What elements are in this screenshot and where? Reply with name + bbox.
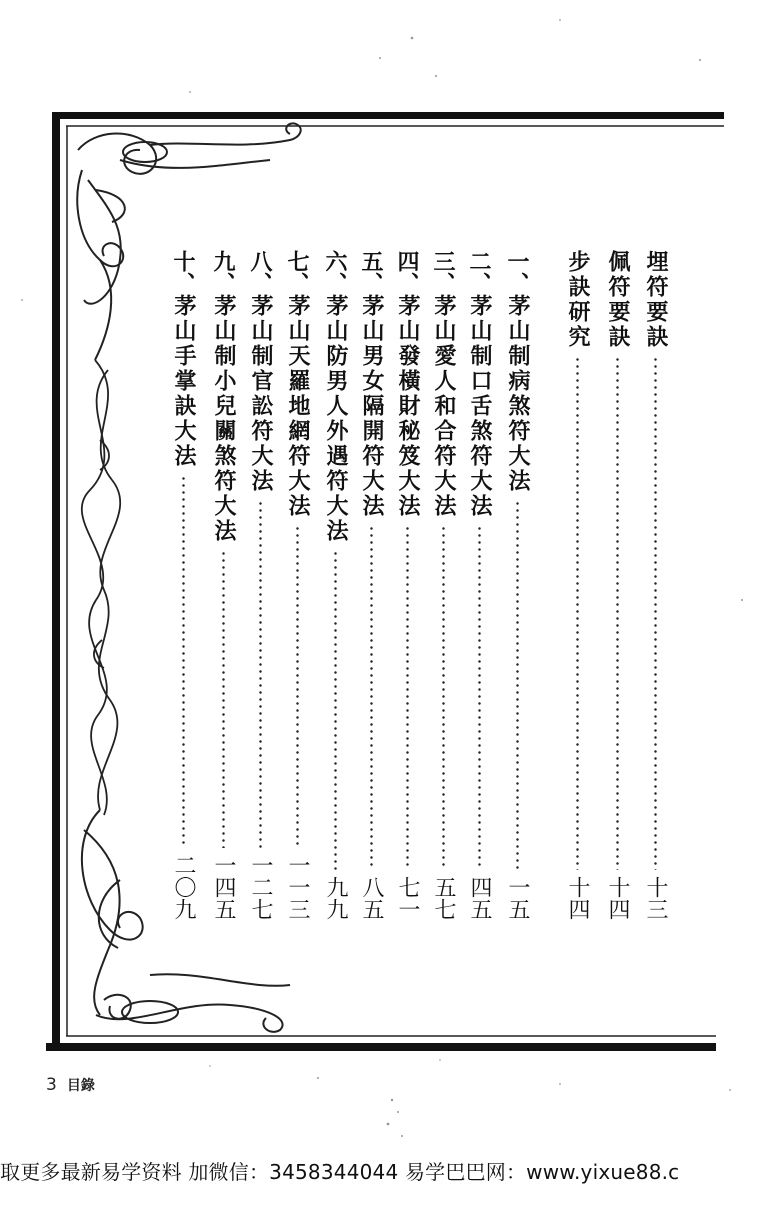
- dot-leader: [222, 550, 225, 848]
- entry-page: 四五: [467, 876, 492, 920]
- entry-number: 四、: [394, 250, 420, 294]
- toc-entry: [282, 250, 312, 920]
- entry-page: 一五: [505, 876, 530, 920]
- entry-title: 茅山天羅地網符大法: [285, 294, 310, 519]
- entry-title: 茅山發橫財秘笈大法: [395, 294, 420, 519]
- entry-page: 一四五: [211, 854, 236, 920]
- entry-page: 二〇九: [171, 854, 196, 920]
- entry-number: 三、: [430, 250, 456, 294]
- page-footer: [46, 1075, 95, 1095]
- entry-number: 一、: [504, 250, 530, 294]
- toc-entry: [562, 250, 592, 920]
- dot-leader: [654, 356, 657, 870]
- entry-page: 八五: [359, 876, 384, 920]
- toc-entry: [392, 250, 422, 920]
- entry-title: 步訣研究: [565, 250, 590, 350]
- toc-entry: [208, 250, 238, 920]
- entry-number: 十、: [170, 250, 196, 294]
- entry-title: 茅山制小兒關煞符大法: [211, 294, 236, 544]
- entry-page: 十四: [565, 876, 590, 920]
- entry-number: 二、: [466, 250, 492, 294]
- dot-leader: [616, 356, 619, 870]
- dot-leader: [516, 500, 519, 870]
- entry-page: 一二七: [248, 854, 273, 920]
- toc-entry: [602, 250, 632, 920]
- entry-title: 佩符要訣: [605, 250, 630, 350]
- entry-title: 茅山制口舌煞符大法: [467, 294, 492, 519]
- entry-title: 埋符要訣: [643, 250, 668, 350]
- entry-page: 一一三: [285, 854, 310, 920]
- top-border-rule: [52, 112, 724, 119]
- entry-page: 七一: [395, 876, 420, 920]
- toc-entry: [356, 250, 386, 920]
- page-number: 3: [46, 1075, 57, 1095]
- entry-title: 茅山防男人外遇符大法: [323, 294, 348, 544]
- dot-leader: [334, 550, 337, 870]
- toc-entry: [428, 250, 458, 920]
- entry-number: 八、: [247, 250, 273, 294]
- dot-leader: [478, 525, 481, 870]
- entry-page: 十三: [643, 876, 668, 920]
- entry-page: 九九: [323, 876, 348, 920]
- section-name: 目錄: [66, 1078, 95, 1094]
- toc-entry: [464, 250, 494, 920]
- left-border-rule: [52, 112, 60, 1051]
- entry-number: 九、: [210, 250, 236, 294]
- entry-title: 茅山制官訟符大法: [248, 294, 273, 494]
- toc-entry: [502, 250, 532, 920]
- dot-leader: [406, 525, 409, 870]
- left-vine-flourish: [82, 360, 120, 815]
- toc-entry: [245, 250, 275, 920]
- dot-leader: [576, 356, 579, 870]
- entry-number: 六、: [322, 250, 348, 294]
- entry-title: 茅山男女隔開符大法: [359, 294, 384, 519]
- entry-title: 茅山愛人和合符大法: [431, 294, 456, 519]
- entry-page: 十四: [605, 876, 630, 920]
- dot-leader: [442, 525, 445, 870]
- dot-leader: [259, 500, 262, 848]
- dot-leader: [182, 475, 185, 848]
- entry-number: 七、: [284, 250, 310, 294]
- entry-title: 茅山制病煞符大法: [505, 294, 530, 494]
- entry-number: 五、: [358, 250, 384, 294]
- bottom-border-rule: [46, 1043, 716, 1051]
- entry-page: 五七: [431, 876, 456, 920]
- toc-entry: [168, 250, 198, 920]
- entry-title: 茅山手掌訣大法: [171, 294, 196, 469]
- watermark-text: 取更多最新易学资料 加微信：3458344044 易学巴巴网：www.yixue88.c: [0, 1160, 680, 1184]
- dot-leader: [370, 525, 373, 870]
- dot-leader: [296, 525, 299, 848]
- toc-entry: [320, 250, 350, 920]
- toc-entry: [640, 250, 670, 920]
